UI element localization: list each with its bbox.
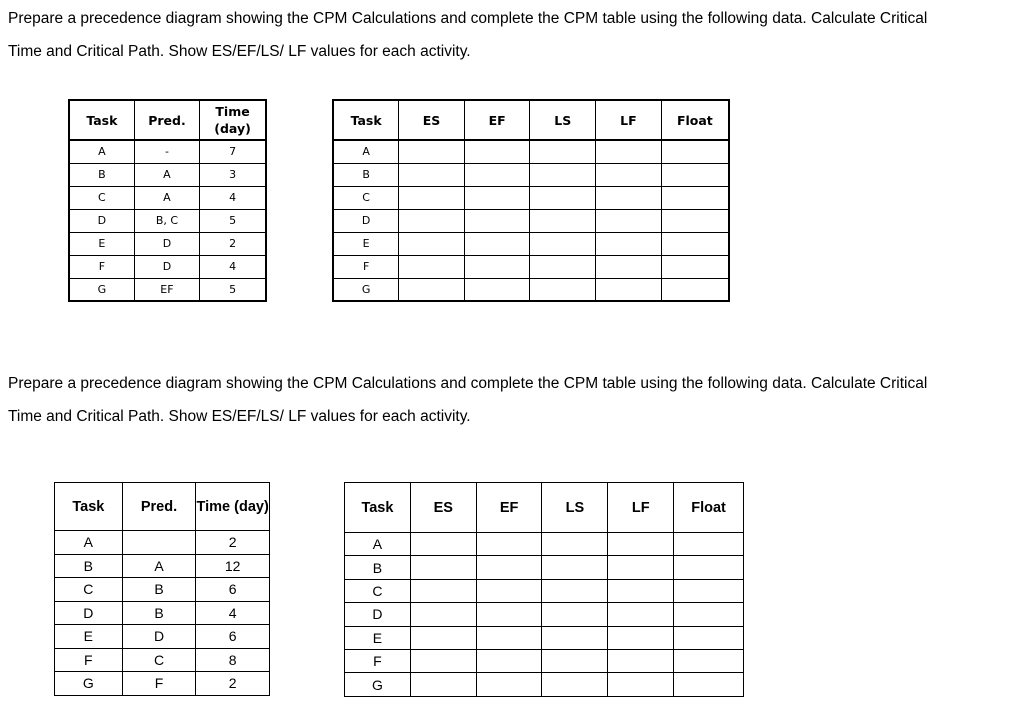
- header-float: Float: [674, 483, 744, 533]
- exercise-2-cpm-table: [344, 482, 744, 697]
- lf-input-cell[interactable]: [608, 673, 674, 696]
- table-row: [333, 255, 729, 278]
- header-pred: Pred.: [134, 100, 199, 140]
- table-row: [69, 278, 266, 301]
- float-input-cell[interactable]: [674, 673, 744, 696]
- pred-cell: B: [122, 601, 196, 625]
- table-row: [55, 601, 270, 625]
- float-input-cell[interactable]: [661, 140, 729, 163]
- exercise-1-prompt: [8, 2, 1018, 68]
- es-input-cell[interactable]: [410, 673, 476, 696]
- task-cell: E: [333, 232, 399, 255]
- header-time: Time (day): [200, 100, 266, 140]
- header-time: Time (day): [196, 483, 270, 531]
- pred-cell: B, C: [134, 209, 199, 232]
- ls-input-cell[interactable]: [530, 232, 596, 255]
- header-task: Task: [345, 483, 411, 533]
- table-row: [55, 625, 270, 649]
- time-cell: 12: [196, 554, 270, 578]
- float-input-cell[interactable]: [661, 255, 729, 278]
- header-lf: LF: [608, 483, 674, 533]
- header-ls: LS: [542, 483, 608, 533]
- pred-cell: A: [134, 163, 199, 186]
- es-input-cell[interactable]: [399, 278, 465, 301]
- task-cell: B: [333, 163, 399, 186]
- prompt-line-1: Prepare a precedence diagram showing the CPM Calculations and complete the CPM table using the following data. Calculate Critical: [8, 375, 928, 392]
- table-row: [55, 554, 270, 578]
- table-row: [69, 255, 266, 278]
- pred-cell: A: [122, 554, 196, 578]
- table-row: [333, 278, 729, 301]
- time-cell: 5: [200, 278, 266, 301]
- float-input-cell[interactable]: [661, 278, 729, 301]
- task-cell: D: [55, 601, 123, 625]
- task-cell: E: [69, 232, 134, 255]
- task-cell: G: [69, 278, 134, 301]
- ls-input-cell[interactable]: [542, 673, 608, 696]
- task-cell: D: [345, 603, 411, 626]
- float-input-cell[interactable]: [674, 579, 744, 602]
- lf-input-cell[interactable]: [596, 255, 662, 278]
- float-input-cell[interactable]: [674, 626, 744, 649]
- float-input-cell[interactable]: [661, 163, 729, 186]
- lf-input-cell[interactable]: [608, 579, 674, 602]
- prompt-line-1: Prepare a precedence diagram showing the CPM Calculations and complete the CPM table using the following data. Calculate Critical: [8, 10, 928, 27]
- es-input-cell[interactable]: [399, 186, 465, 209]
- pred-cell: A: [134, 186, 199, 209]
- ls-input-cell[interactable]: [530, 186, 596, 209]
- ef-input-cell[interactable]: [476, 579, 542, 602]
- table-row: [333, 232, 729, 255]
- prompt-line-2: Time and Critical Path. Show ES/EF/LS/ LF values for each activity.: [8, 43, 471, 60]
- ef-input-cell[interactable]: [464, 255, 530, 278]
- header-task: Task: [55, 483, 123, 531]
- task-cell: F: [55, 648, 123, 672]
- task-cell: G: [345, 673, 411, 696]
- float-input-cell[interactable]: [674, 649, 744, 672]
- ef-input-cell[interactable]: [476, 556, 542, 579]
- task-cell: A: [55, 531, 123, 555]
- task-cell: B: [55, 554, 123, 578]
- task-cell: A: [345, 533, 411, 556]
- ls-input-cell[interactable]: [542, 533, 608, 556]
- ef-input-cell[interactable]: [464, 163, 530, 186]
- pred-cell: B: [122, 578, 196, 602]
- float-input-cell[interactable]: [661, 186, 729, 209]
- table-row: [333, 163, 729, 186]
- pred-cell: C: [122, 648, 196, 672]
- task-cell: F: [345, 649, 411, 672]
- pred-cell: D: [134, 255, 199, 278]
- header-pred: Pred.: [122, 483, 196, 531]
- ef-input-cell[interactable]: [464, 232, 530, 255]
- time-cell: 6: [196, 578, 270, 602]
- es-input-cell[interactable]: [399, 209, 465, 232]
- lf-input-cell[interactable]: [596, 232, 662, 255]
- es-input-cell[interactable]: [399, 163, 465, 186]
- task-cell: F: [69, 255, 134, 278]
- ef-input-cell[interactable]: [476, 603, 542, 626]
- header-ef: EF: [476, 483, 542, 533]
- table-row: [345, 556, 744, 579]
- pred-cell: D: [122, 625, 196, 649]
- table-row: [345, 626, 744, 649]
- task-cell: A: [333, 140, 399, 163]
- table-row: [345, 603, 744, 626]
- ef-input-cell[interactable]: [476, 649, 542, 672]
- task-cell: B: [345, 556, 411, 579]
- es-input-cell[interactable]: [410, 603, 476, 626]
- prompt-line-2: Time and Critical Path. Show ES/EF/LS/ LF values for each activity.: [8, 408, 471, 425]
- header-es: ES: [410, 483, 476, 533]
- ef-input-cell[interactable]: [476, 626, 542, 649]
- ls-input-cell[interactable]: [542, 556, 608, 579]
- table-row: [333, 140, 729, 163]
- table-row: [345, 533, 744, 556]
- lf-input-cell[interactable]: [596, 209, 662, 232]
- time-cell: 8: [196, 648, 270, 672]
- ef-input-cell[interactable]: [464, 140, 530, 163]
- float-input-cell[interactable]: [674, 533, 744, 556]
- time-cell: 3: [200, 163, 266, 186]
- es-input-cell[interactable]: [399, 140, 465, 163]
- lf-input-cell[interactable]: [608, 626, 674, 649]
- table-row: [345, 649, 744, 672]
- table-row: [333, 186, 729, 209]
- ef-input-cell[interactable]: [476, 533, 542, 556]
- table-row: [69, 232, 266, 255]
- es-input-cell[interactable]: [410, 533, 476, 556]
- table-row: [69, 186, 266, 209]
- ls-input-cell[interactable]: [542, 626, 608, 649]
- task-cell: C: [69, 186, 134, 209]
- ls-input-cell[interactable]: [530, 163, 596, 186]
- task-cell: F: [333, 255, 399, 278]
- table-row: [55, 578, 270, 602]
- task-cell: G: [55, 672, 123, 696]
- lf-input-cell[interactable]: [596, 140, 662, 163]
- pred-cell: -: [134, 140, 199, 163]
- ls-input-cell[interactable]: [542, 603, 608, 626]
- task-cell: E: [345, 626, 411, 649]
- header-ls: LS: [530, 100, 596, 140]
- ls-input-cell[interactable]: [530, 255, 596, 278]
- time-cell: 4: [200, 255, 266, 278]
- ls-input-cell[interactable]: [530, 140, 596, 163]
- header-task: Task: [69, 100, 134, 140]
- table-row: [345, 579, 744, 602]
- time-cell: 2: [196, 531, 270, 555]
- table-row: [55, 648, 270, 672]
- table-row: [69, 209, 266, 232]
- ls-input-cell[interactable]: [530, 209, 596, 232]
- float-input-cell[interactable]: [674, 603, 744, 626]
- lf-input-cell[interactable]: [608, 603, 674, 626]
- lf-input-cell[interactable]: [596, 278, 662, 301]
- header-task: Task: [333, 100, 399, 140]
- lf-input-cell[interactable]: [608, 556, 674, 579]
- header-lf: LF: [596, 100, 662, 140]
- time-cell: 6: [196, 625, 270, 649]
- task-cell: D: [333, 209, 399, 232]
- task-cell: C: [333, 186, 399, 209]
- ef-input-cell[interactable]: [464, 186, 530, 209]
- header-ef: EF: [464, 100, 530, 140]
- time-cell: 5: [200, 209, 266, 232]
- ls-input-cell[interactable]: [542, 579, 608, 602]
- pred-cell: F: [122, 672, 196, 696]
- es-input-cell[interactable]: [410, 556, 476, 579]
- float-input-cell[interactable]: [661, 209, 729, 232]
- exercise-1-cpm-table: [332, 99, 730, 302]
- ef-input-cell[interactable]: [464, 278, 530, 301]
- ls-input-cell[interactable]: [542, 649, 608, 672]
- task-cell: B: [69, 163, 134, 186]
- time-cell: 4: [200, 186, 266, 209]
- table-row: [69, 140, 266, 163]
- header-es: ES: [399, 100, 465, 140]
- exercise-1-input-table: [68, 99, 267, 302]
- time-cell: 2: [200, 232, 266, 255]
- time-cell: 7: [200, 140, 266, 163]
- task-cell: C: [55, 578, 123, 602]
- header-float: Float: [661, 100, 729, 140]
- task-cell: C: [345, 579, 411, 602]
- ef-input-cell[interactable]: [476, 673, 542, 696]
- table-row: [69, 163, 266, 186]
- float-input-cell[interactable]: [661, 232, 729, 255]
- lf-input-cell[interactable]: [596, 163, 662, 186]
- lf-input-cell[interactable]: [596, 186, 662, 209]
- es-input-cell[interactable]: [410, 626, 476, 649]
- time-cell: 4: [196, 601, 270, 625]
- table-row: [345, 673, 744, 696]
- ef-input-cell[interactable]: [464, 209, 530, 232]
- task-cell: A: [69, 140, 134, 163]
- es-input-cell[interactable]: [410, 649, 476, 672]
- lf-input-cell[interactable]: [608, 649, 674, 672]
- ls-input-cell[interactable]: [530, 278, 596, 301]
- pred-cell: EF: [134, 278, 199, 301]
- lf-input-cell[interactable]: [608, 533, 674, 556]
- task-cell: G: [333, 278, 399, 301]
- task-cell: E: [55, 625, 123, 649]
- es-input-cell[interactable]: [410, 579, 476, 602]
- table-row: [55, 672, 270, 696]
- float-input-cell[interactable]: [674, 556, 744, 579]
- pred-cell: D: [134, 232, 199, 255]
- task-cell: D: [69, 209, 134, 232]
- exercise-2-prompt: [8, 367, 1018, 433]
- table-row: [333, 209, 729, 232]
- es-input-cell[interactable]: [399, 255, 465, 278]
- pred-cell: [122, 531, 196, 555]
- es-input-cell[interactable]: [399, 232, 465, 255]
- table-row: [55, 531, 270, 555]
- exercise-2-input-table: [54, 482, 270, 696]
- time-cell: 2: [196, 672, 270, 696]
